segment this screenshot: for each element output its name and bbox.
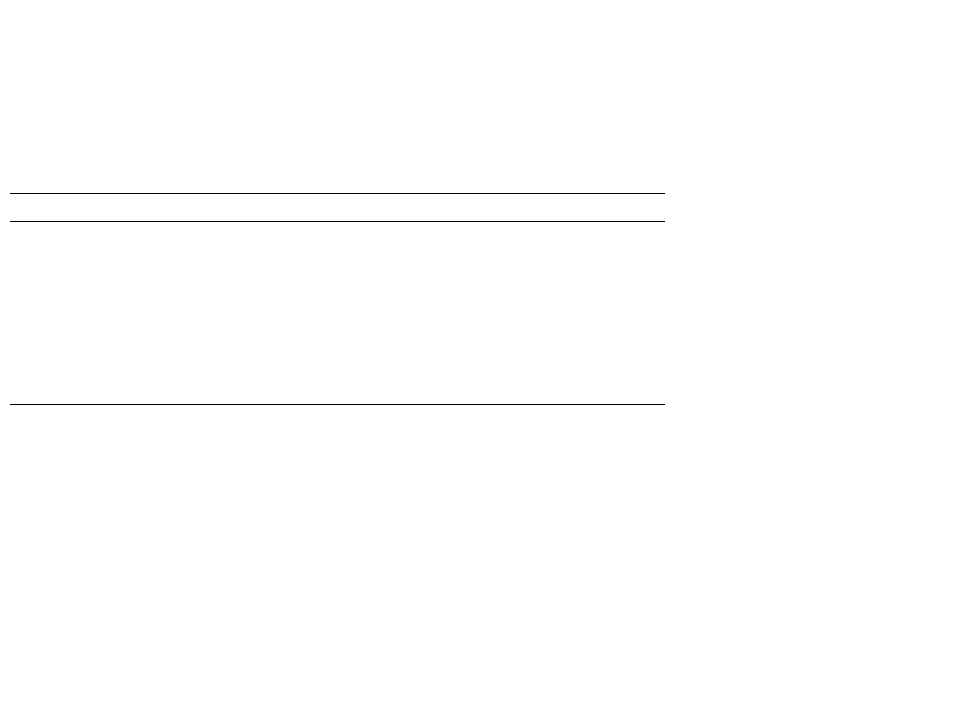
divider-line (10, 193, 665, 194)
divider-line (10, 404, 665, 405)
divider-line (10, 221, 665, 222)
